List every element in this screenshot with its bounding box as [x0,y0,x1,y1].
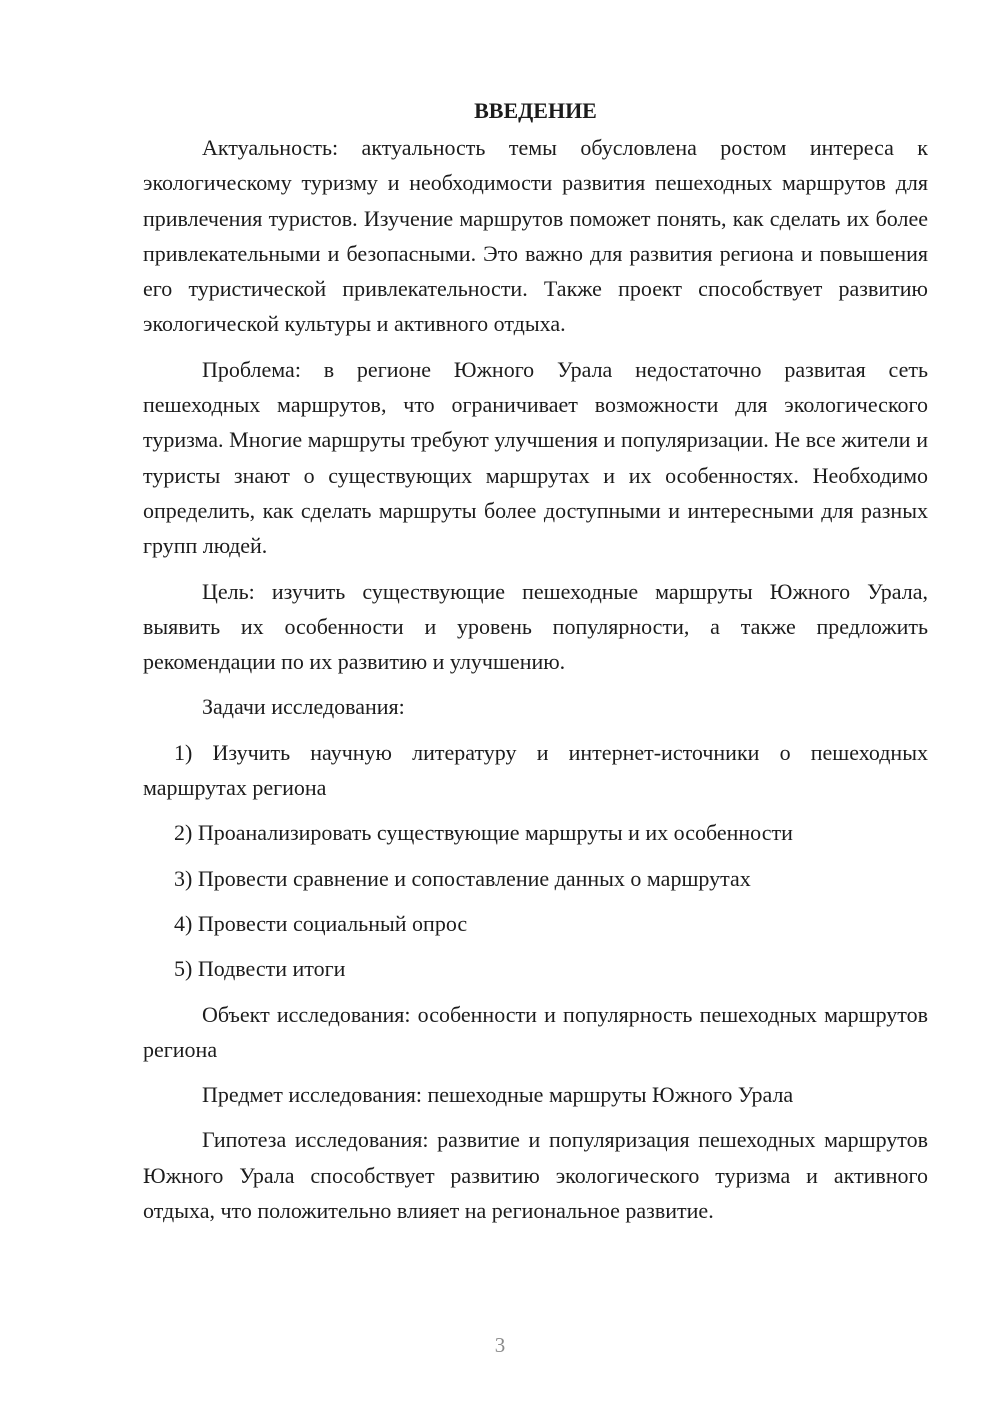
relevance-paragraph: Актуальность: актуальность темы обусловлена ростом интереса к экологическому туризму и необходимости развития пешеходных маршрутов для привлечения туристов. Изучение маршрутов поможет понять, как сделать их более привлекательными и безопасными. Это важно для развития региона и повышения его туристической привлекательности. Также проект способствует развитию экологической культуры и активного отдыха. [143,135,928,337]
hypothesis-paragraph: Гипотеза исследования: развитие и популяризация пешеходных маршрутов Южного Урала способствует развитию экологического туризма и активного отдыха, что положительно влияет на региональное развитие. [143,1127,928,1224]
task-item-5: 5) Подвести итоги [174,956,346,982]
goal-paragraph: Цель: изучить существующие пешеходные маршруты Южного Урала, выявить их особенности и уровень популярности, а также предложить рекомендации по их развитию и улучшению. [143,578,928,675]
page-number: 3 [494,1333,506,1357]
task-item-2: 2) Проанализировать существующие маршруты и их особенности [174,820,793,846]
subject-paragraph: Предмет исследования: пешеходные маршруты Южного Урала [202,1082,794,1108]
tasks-heading: Задачи исследования: [202,694,405,720]
object-paragraph: Объект исследования: особенности и популярность пешеходных маршрутов региона [143,1001,928,1062]
problem-paragraph: Проблема: в регионе Южного Урала недостаточно развитая сеть пешеходных маршрутов, что ограничивает возможности для экологического туризма. Многие маршруты требуют улучшения и популяризации. Не все жители и туристы знают о существующих маршрутах и их особенностях. Необходимо определить, как сделать маршруты более доступными и интересными для разных групп людей. [143,356,928,559]
task-item-1: 1) Изучить научную литературу и интернет-источники о пешеходных маршрутах региона [143,739,928,801]
task-item-4: 4) Провести социальный опрос [174,910,468,936]
page-title: ВВЕДЕНИЕ [474,98,597,123]
document-page [143,93,928,1238]
task-item-3: 3) Провести сравнение и сопоставление данных о маршрутах [174,865,751,891]
